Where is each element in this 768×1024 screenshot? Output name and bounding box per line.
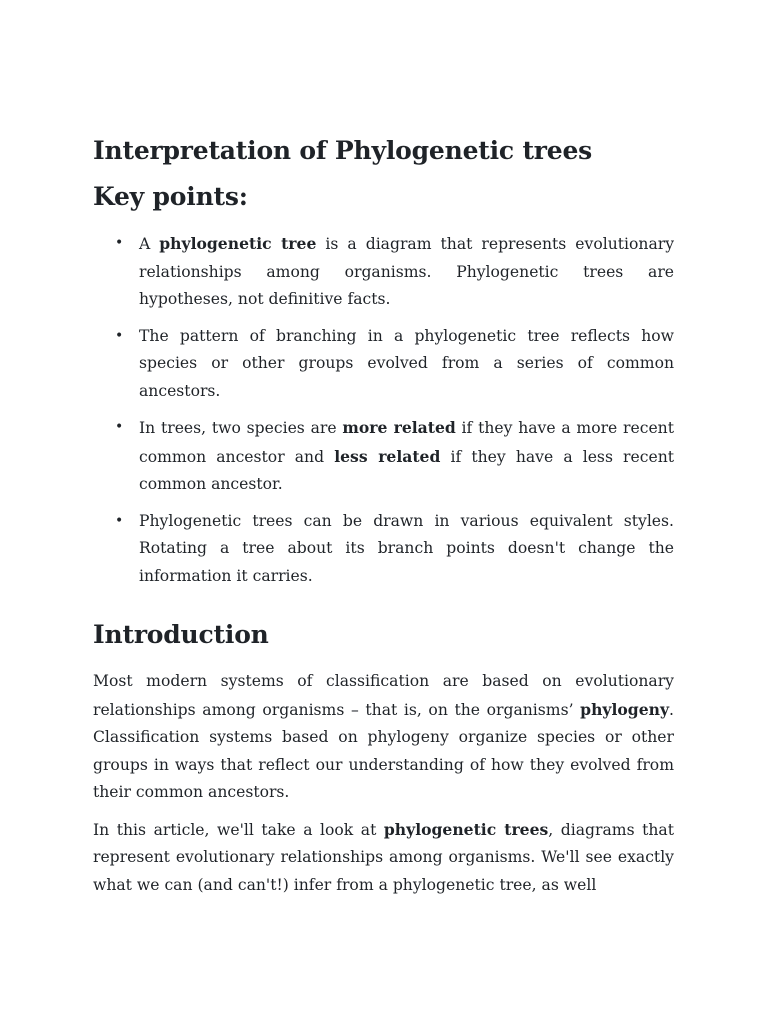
body-paragraph	[93, 816, 674, 900]
bullet-icon: •	[115, 235, 124, 251]
key-point-bold: less related	[334, 446, 441, 466]
list-item	[93, 508, 674, 591]
paragraph-text: In this article, we'll take a look at	[93, 820, 384, 839]
key-point-bold: phylogenetic tree	[159, 234, 317, 253]
paragraph-bold: phylogeny	[580, 699, 670, 719]
paragraph-text: Most modern systems of classification are based on evolutionary relationships among organisms – that is, on the organisms’	[93, 672, 674, 719]
bullet-icon: •	[115, 512, 124, 529]
bullet-icon: •	[115, 327, 124, 344]
paragraph-text: . Classification systems based on phylogeny organize species or other groups in ways that reflect our understanding of how they evolved from their common ancestors.	[93, 700, 674, 801]
key-point-text: Phylogenetic trees can be drawn in various equivalent styles. Rotating a tree about its branch points doesn't change the information it carries.	[139, 511, 674, 585]
key-point-text: if they have a less recent common ancestor.	[139, 447, 675, 493]
key-point-text: if they have a more recent common ancestor and	[139, 419, 674, 466]
key-point-bold: more related	[342, 418, 456, 437]
list-item	[93, 414, 674, 499]
key-point-text: The pattern of branching in a phylogenetic tree reflects how species or other groups evolved from a series of common ancestors.	[139, 326, 674, 400]
list-item	[93, 230, 674, 314]
key-points-heading: Key points:	[93, 182, 248, 211]
paragraph-bold: phylogenetic trees	[383, 819, 549, 839]
paragraph-text: , diagrams that represent evolutionary relationships among organisms. We'll see exactly what we can (and can't!) infer from a phylogenetic tree, as well	[93, 820, 674, 894]
body-paragraph	[93, 668, 674, 807]
key-points-list	[93, 230, 674, 590]
list-item	[93, 323, 674, 406]
key-point-text: is a diagram that represents evolutionary relationships among organisms. Phylogenetic trees are hypotheses, not definitive facts.	[139, 235, 675, 308]
key-point-text: In trees, two species are	[139, 419, 343, 437]
bullet-icon: •	[115, 419, 124, 435]
document-page	[93, 132, 674, 908]
document-title: Interpretation of Phylogenetic trees	[93, 136, 593, 165]
key-point-text: A	[139, 235, 160, 253]
introduction-heading: Introduction	[93, 620, 269, 649]
